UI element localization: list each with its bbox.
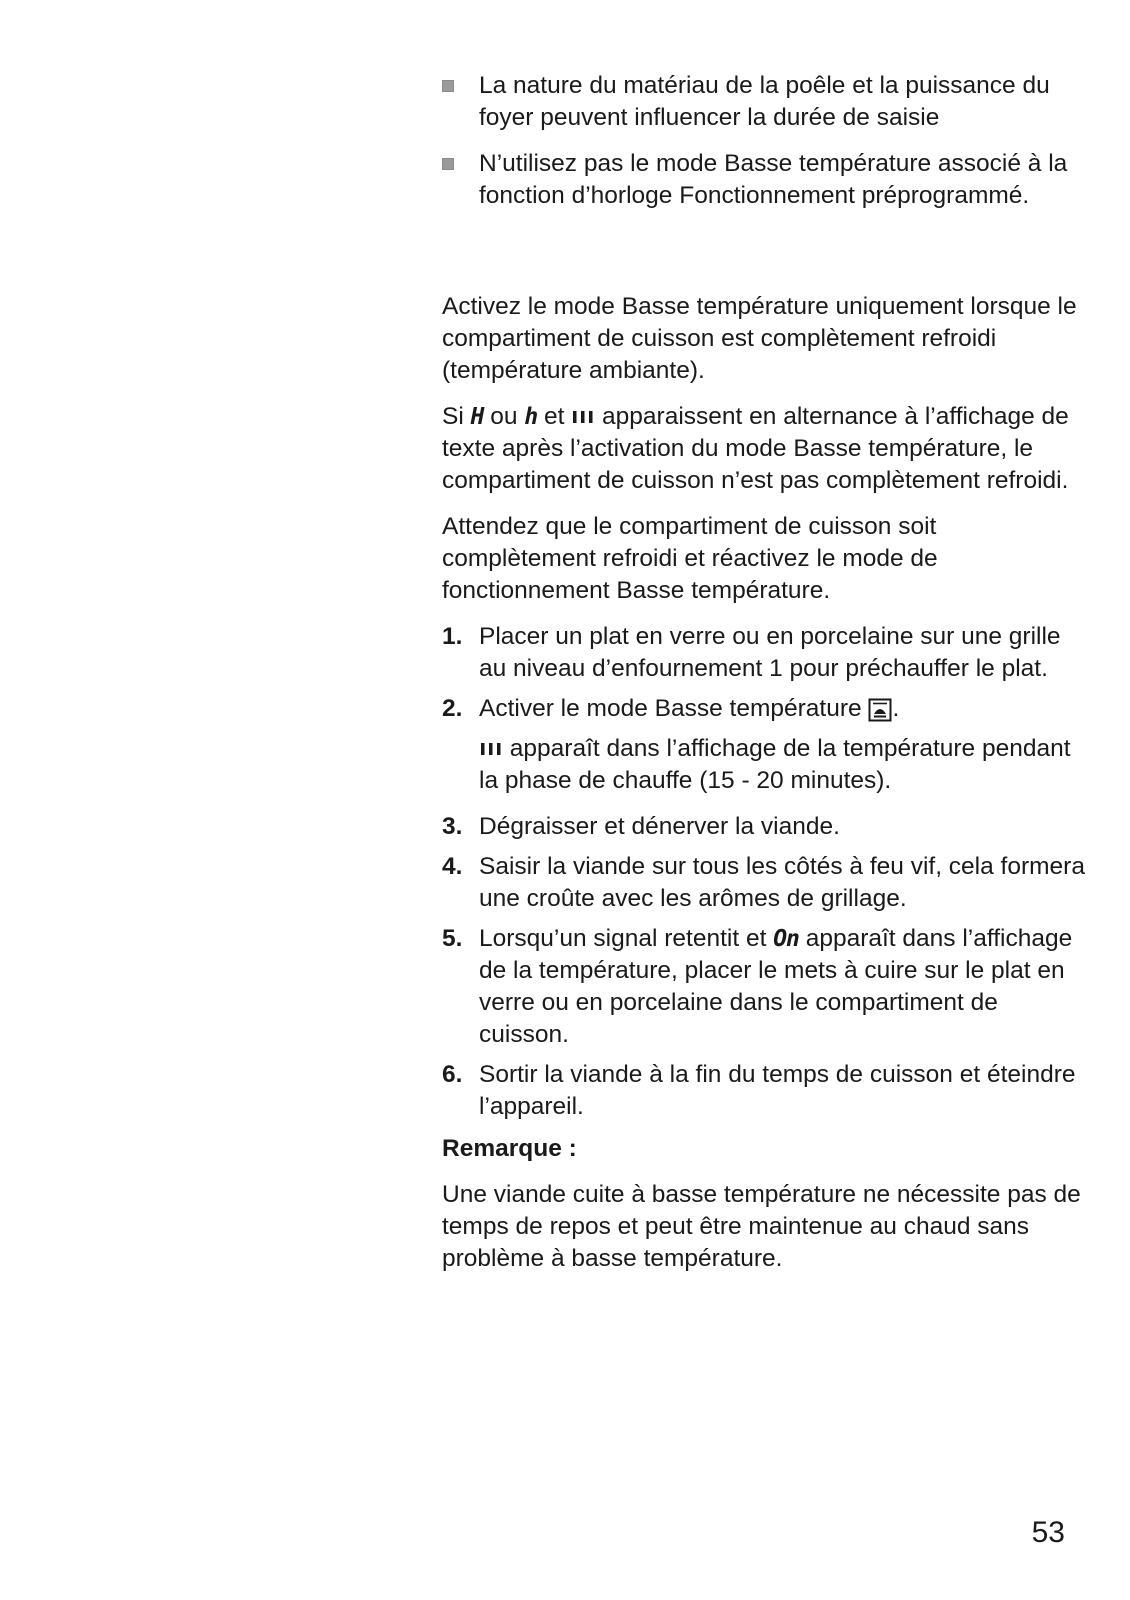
remarque-heading: Remarque :: [442, 1135, 577, 1162]
paragraph-activation: Activez le mode Basse température uniquement lorsque le compartiment de cuisson est complètement refroidi (température ambiante).: [442, 293, 1077, 384]
bullet-text: La nature du matériau de la poêle et la puissance du foyer peuvent influencer la durée de saisie: [479, 72, 1050, 131]
bullet-text: N’utilisez pas le mode Basse température associé à la fonction d’horloge Fonctionnement préprogrammé.: [479, 150, 1068, 209]
step-1: [442, 621, 1087, 685]
step-3: [442, 811, 1087, 843]
text-fragment: et: [537, 403, 572, 430]
step-text: Activer le mode Basse température: [479, 695, 869, 722]
step-text: Placer un plat en verre ou en porcelaine sur une grille au niveau d’enfournement 1 pour préchauffer le plat.: [479, 623, 1061, 682]
display-symbol-on: On: [773, 926, 799, 952]
step-number: 2.: [442, 695, 463, 722]
display-symbol-h: h: [524, 404, 538, 430]
page-content: [442, 70, 1087, 1289]
note-text: apparaît dans l’affichage de la température pendant la phase de chauffe (15 - 20 minutes).: [479, 735, 1071, 794]
bullet-item: [442, 70, 1087, 134]
square-bullet-icon: [442, 158, 454, 170]
step-2-note: [442, 733, 1087, 797]
step-text: Dégraisser et dénerver la viande.: [479, 813, 840, 840]
text-fragment: ou: [483, 403, 525, 430]
text-fragment: Si: [442, 403, 471, 430]
step-text-end: .: [892, 695, 900, 722]
step-text-cont: apparaît dans l’affichage de la température, placer le mets à cuire sur le plat en verre ou en porcelaine dans le compartiment de cuisson.: [479, 925, 1073, 1048]
display-symbol-H: H: [470, 404, 484, 430]
step-number: 4.: [442, 853, 463, 880]
step-text: Sortir la viande à la fin du temps de cuisson et éteindre l’appareil.: [479, 1061, 1076, 1120]
three-bars-display-icon: [571, 408, 595, 426]
remarque-text: Une viande cuite à basse température ne nécessite pas de temps de repos et peut être maintenue au chaud sans problème à basse température.: [442, 1181, 1081, 1272]
step-2: [442, 693, 1087, 725]
step-text: Lorsqu’un signal retentit et: [479, 925, 774, 952]
text-fragment: apparaissent en alternance à l’affichage de texte après l’activation du mode Basse température, le compartiment de cuisson n’est pas complètement refroidi.: [442, 403, 1069, 494]
step-5: [442, 923, 1087, 1051]
step-number: 3.: [442, 813, 463, 840]
paragraph-wait: Attendez que le compartiment de cuisson soit complètement refroidi et réactivez le mode de fonctionnement Basse température.: [442, 513, 938, 604]
step-number: 5.: [442, 925, 463, 952]
square-bullet-icon: [442, 80, 454, 92]
step-text: Saisir la viande sur tous les côtés à feu vif, cela formera une croûte avec les arômes de grillage.: [479, 853, 1085, 912]
page-number: 53: [1031, 1516, 1065, 1549]
bullet-item: [442, 148, 1087, 212]
step-number: 1.: [442, 623, 463, 650]
step-number: 6.: [442, 1061, 463, 1088]
low-temperature-oven-icon: [868, 698, 892, 722]
spacer: [442, 226, 1087, 291]
step-6: [442, 1059, 1087, 1123]
paragraph-display-warning: [442, 401, 1087, 497]
step-4: [442, 851, 1087, 915]
three-bars-display-icon: [479, 740, 503, 758]
